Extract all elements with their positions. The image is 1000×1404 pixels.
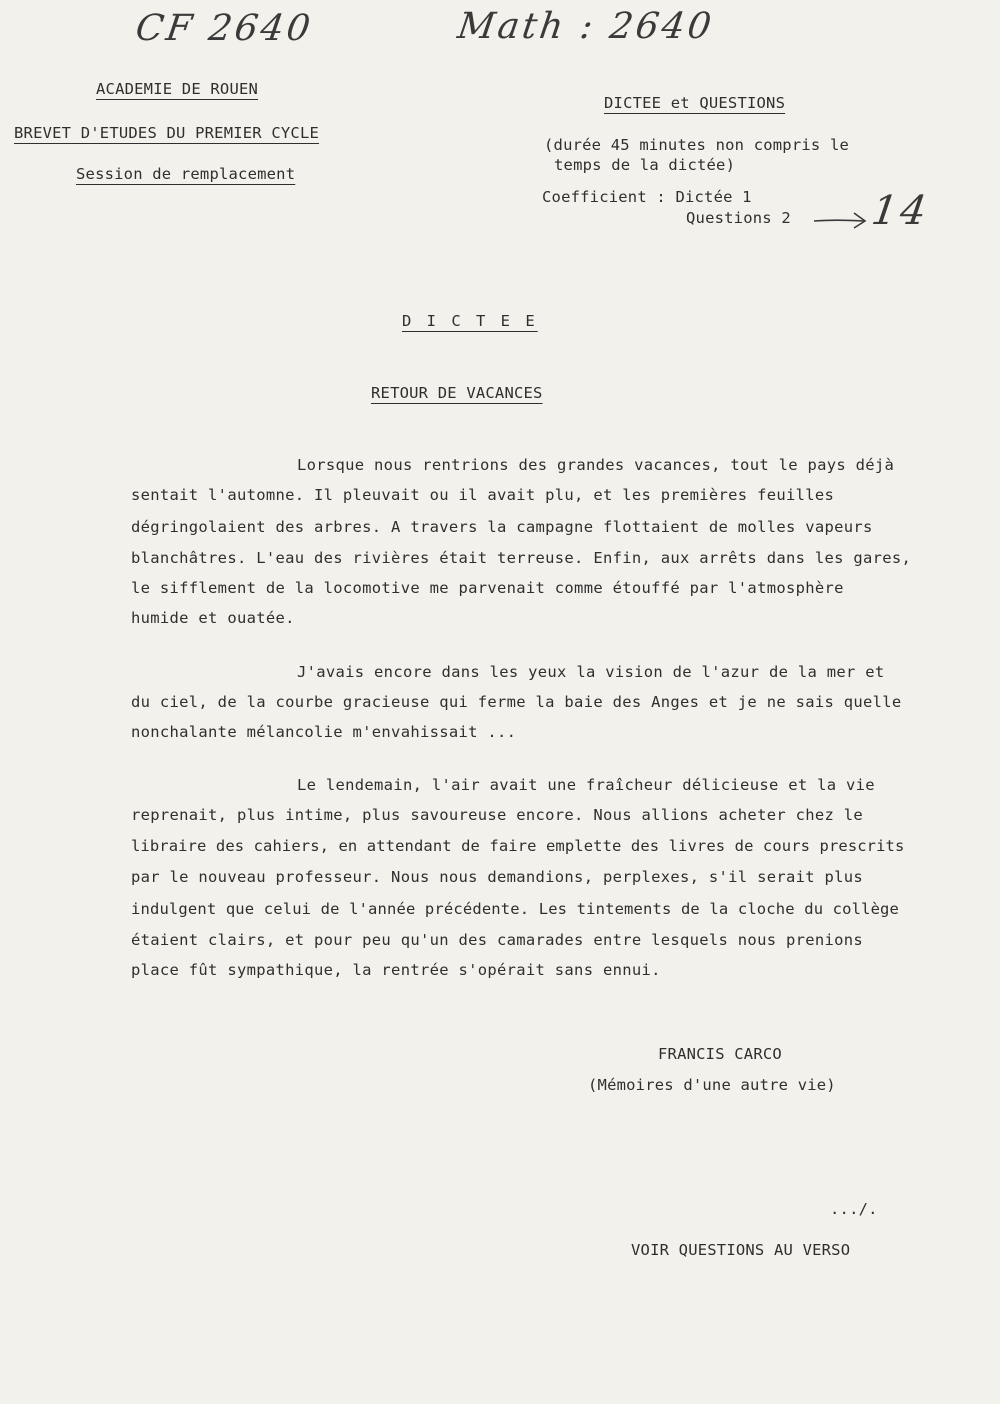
paragraph-1-line-6: humide et ouatée. [131,609,295,627]
paragraph-2-line-2: du ciel, de la courbe gracieuse qui ferme la baie des Anges et je ne sais quelle [131,693,902,711]
paragraph-3-line-5: indulgent que celui de l'année précédente. Les tintements de la cloche du collège [131,900,900,918]
paragraph-3-line-6: étaient clairs, et pour peu qu'un des camarades entre lesquels nous prenions [131,931,864,949]
continuation-mark: .../. [830,1200,878,1218]
paragraph-3-line-3: libraire des cahiers, en attendant de faire emplette des livres de cours prescrits [131,837,905,855]
paragraph-1-line-1: Lorsque nous rentrions des grandes vacances, tout le pays déjà [297,456,895,474]
dictation-heading: D I C T E E [402,312,538,330]
paragraph-1-line-2: sentait l'automne. Il pleuvait ou il avait plu, et les premières feuilles [131,486,835,504]
paragraph-1-line-5: le sifflement de la locomotive me parvenait comme étouffé par l'atmosphère [131,579,844,597]
paragraph-2-line-3: nonchalante mélancolie m'envahissait ... [131,723,517,741]
coefficient-line-1: Coefficient : Dictée 1 [542,188,752,206]
handwritten-score: 14 [868,188,933,234]
paragraph-1-line-3: dégringolaient des arbres. A travers la campagne flottaient de molles vapeurs [131,518,873,536]
source-title: (Mémoires d'une autre vie) [588,1076,836,1094]
arrow-icon [812,206,872,236]
paragraph-3-line-7: place fût sympathique, la rentrée s'opérait sans ennui. [131,961,661,979]
paragraph-1-line-4: blanchâtres. L'eau des rivières était terreuse. Enfin, aux arrêts dans les gares, [131,549,912,567]
author-name: FRANCIS CARCO [658,1045,782,1063]
paragraph-3-line-4: par le nouveau professeur. Nous nous demandions, perplexes, s'il serait plus [131,868,864,886]
coefficient-line-2: Questions 2 [686,209,791,227]
handwritten-ref-left: CF 2640 [133,8,316,49]
exam-name: BREVET D'ETUDES DU PREMIER CYCLE [14,124,320,142]
paragraph-3-line-2: reprenait, plus intime, plus savoureuse encore. Nous allions acheter chez le [131,806,864,824]
paragraph-2-line-1: J'avais encore dans les yeux la vision de l'azur de la mer et [297,663,885,681]
text-title: RETOUR DE VACANCES [371,384,543,402]
duration-line-1: (durée 45 minutes non compris le [544,136,850,154]
paragraph-3-line-1: Le lendemain, l'air avait une fraîcheur délicieuse et la vie [297,776,875,794]
verso-note: VOIR QUESTIONS AU VERSO [631,1241,851,1259]
session-label: Session de remplacement [76,165,296,183]
duration-line-2: temps de la dictée) [554,156,736,174]
handwritten-ref-right: Math : 2640 [455,6,717,47]
academy-name: ACADEMIE DE ROUEN [96,80,259,98]
exam-section-title: DICTEE et QUESTIONS [604,94,786,112]
